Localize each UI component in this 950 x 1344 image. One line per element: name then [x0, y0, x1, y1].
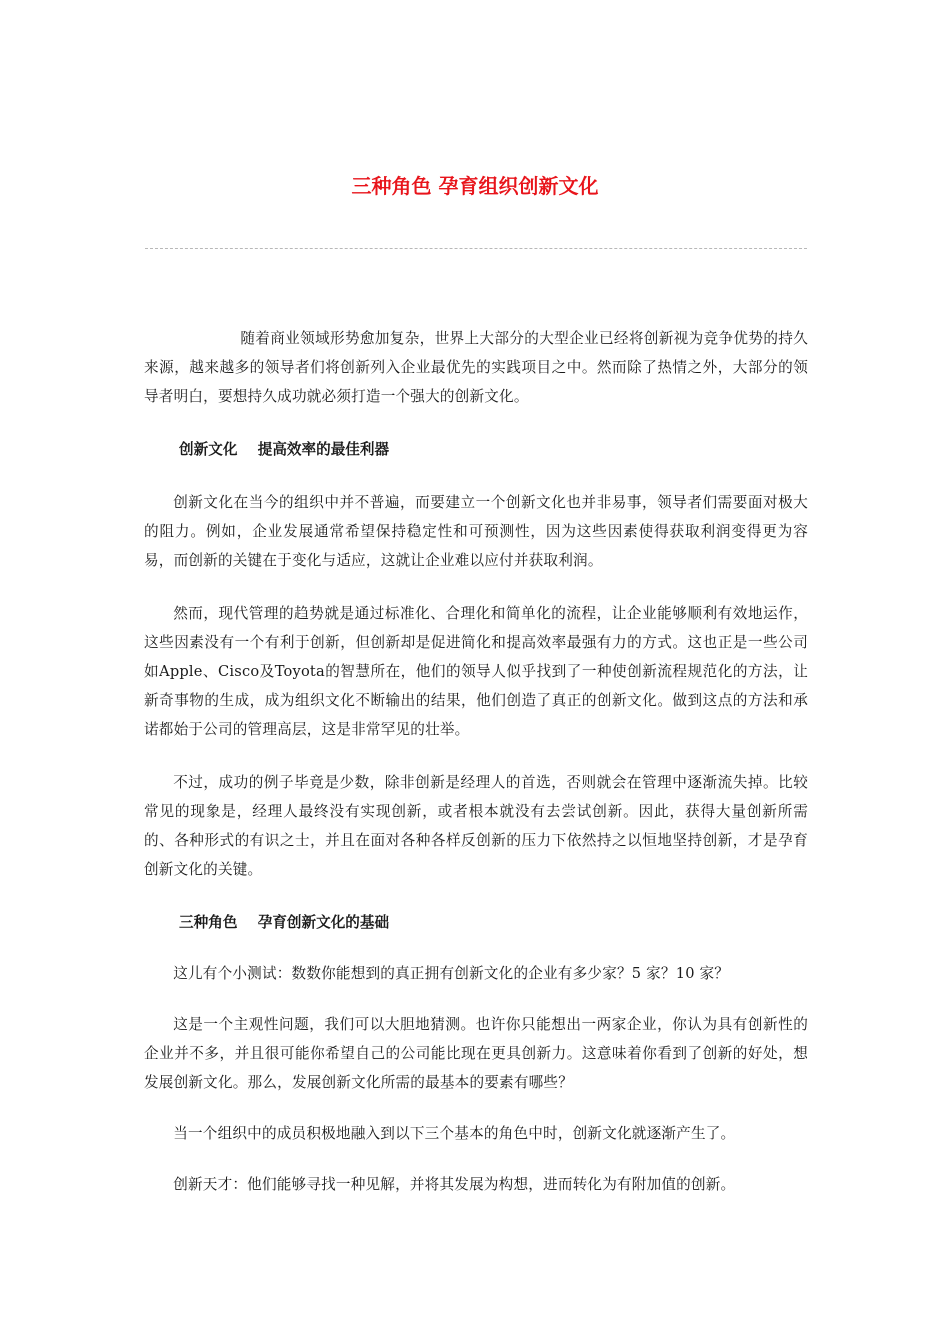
paragraph: 然而，现代管理的趋势就是通过标准化、合理化和简单化的流程，让企业能够顺利有效地运作，这些因素没有一个有利于创新，但创新却是促进简化和提高效率最强有力的方式。这也正是一些公司如Apple、Cisco及Toyota的智慧所在，他们的领导人似乎找到了一种使创新流程规范化的方法，让新奇事物的生成，成为组织文化不断输出的结果，他们创造了真正的创新文化。做到这点的方法和承诺都始于公司的管理高层，这是非常罕见的壮举。 [144, 605, 808, 738]
paragraph: 创新天才：他们能够寻找一种见解，并将其发展为构想，进而转化为有附加值的创新。 [173, 1176, 736, 1193]
paragraph: 这是一个主观性问题，我们可以大胆地猜测。也许你只能想出一两家企业，你认为具有创新性的企业并不多，并且很可能你希望自己的公司能比现在更具创新力。这意味着你看到了创新的好处，想发展创新文化。那么，发展创新文化所需的最基本的要素有哪些？ [144, 1016, 808, 1091]
paragraph: 创新文化在当今的组织中并不普遍，而要建立一个创新文化也并非易事，领导者们需要面对极大的阻力。例如，企业发展通常希望保持稳定性和可预测性，因为这些因素使得获取利润变得更为容易，而创新的关键在于变化与适应，这就让企业难以应付并获取利润。 [144, 494, 808, 569]
article-body [144, 324, 808, 1199]
article-title: 三种角色 孕育组织创新文化 [351, 174, 599, 198]
section-heading-three-roles: 三种角色 孕育创新文化的基础 [179, 914, 390, 931]
paragraph: 当一个组织中的成员积极地融入到以下三个基本的角色中时，创新文化就逐渐产生了。 [173, 1125, 736, 1142]
paragraph: 这儿有个小测试：数数你能想到的真正拥有创新文化的企业有多少家？5 家？10 家？ [173, 965, 730, 982]
paragraph-intro: 随着商业领域形势愈加复杂，世界上大部分的大型企业已经将创新视为竞争优势的持久来源，越来越多的领导者们将创新列入企业最优先的实践项目之中。然而除了热情之外，大部分的领导者明白，要想持久成功就必须打造一个强大的创新文化。 [144, 330, 808, 405]
paragraph: 不过，成功的例子毕竟是少数，除非创新是经理人的首选，否则就会在管理中逐渐流失掉。比较常见的现象是，经理人最终没有实现创新，或者根本就没有去尝试创新。因此，获得大量创新所需的、各种形式的有识之士，并且在面对各种各样反创新的压力下依然持之以恒地坚持创新，才是孕育创新文化的关键。 [144, 774, 808, 878]
dashed-divider [145, 248, 807, 249]
section-heading-innovation-culture: 创新文化 提高效率的最佳利器 [179, 441, 390, 458]
